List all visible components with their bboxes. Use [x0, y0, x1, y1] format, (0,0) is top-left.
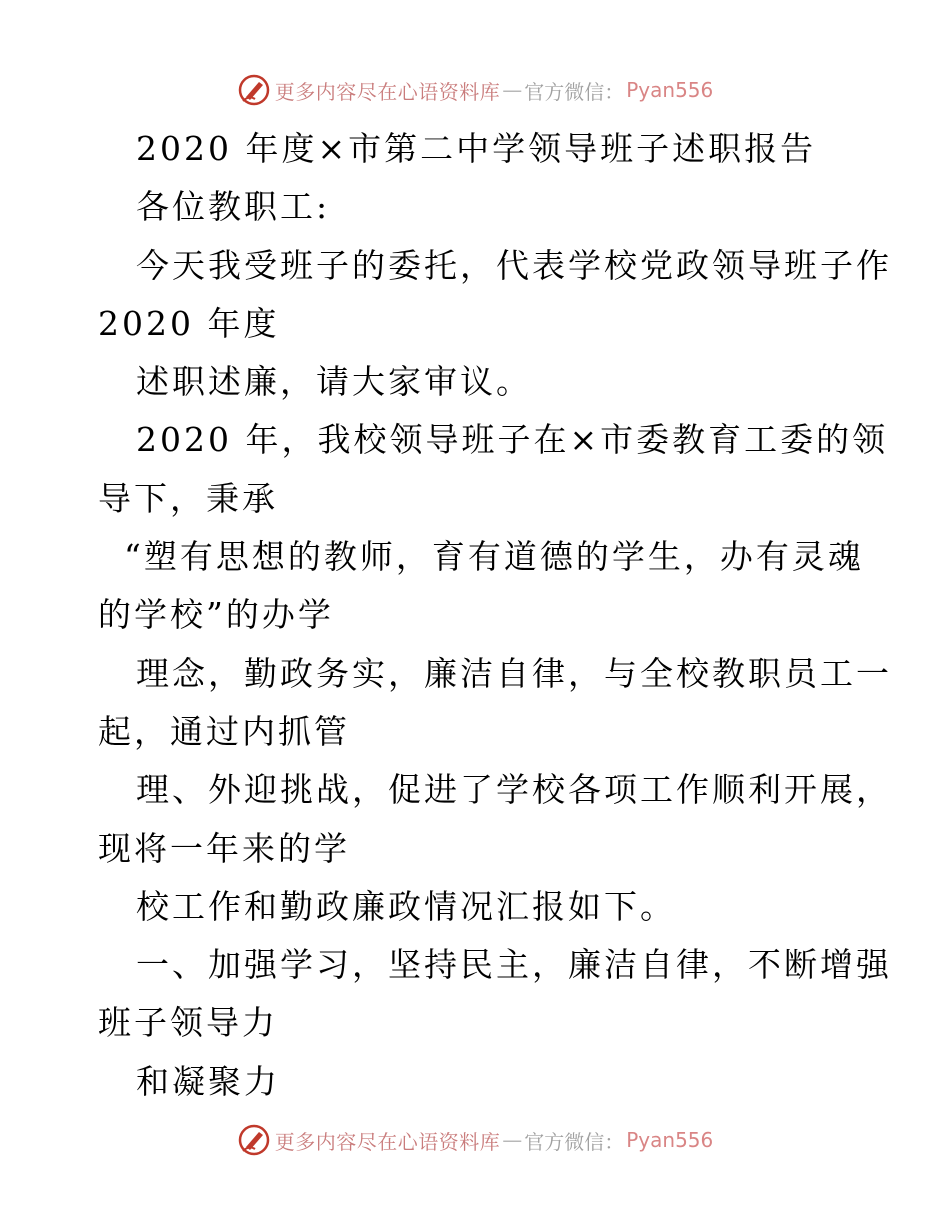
- footer-watermark: [0, 1122, 950, 1158]
- watermark-wechat-label: 官方微信：: [524, 79, 625, 104]
- paragraph-line: 和凝聚力: [136, 1061, 280, 1101]
- paragraph-line: 今天我受班子的委托，代表学校党政领导班子作: [136, 245, 892, 285]
- paragraph-line: 各位教职工:: [136, 187, 331, 227]
- paragraph-line: 的学校”的办学: [98, 595, 334, 635]
- paragraph-line: 现将一年来的学: [98, 828, 350, 868]
- paragraph-line: “塑有思想的教师，育有道德的学生，办有灵魂: [124, 537, 864, 577]
- pen-logo-icon: [237, 73, 271, 107]
- watermark-site-text: 更多内容尽在心语资料库: [274, 1129, 501, 1154]
- paragraph-line: 2020 年度: [98, 303, 280, 343]
- document-body: [98, 120, 892, 1111]
- paragraph-line: 理、外迎挑战，促进了学校各项工作顺利开展，: [136, 770, 892, 810]
- paragraph-line: 述职述廉，请大家审议。: [136, 362, 532, 402]
- document-title: 2020 年度×市第二中学领导班子述职报告: [136, 129, 817, 168]
- pen-logo-icon: [237, 1123, 271, 1157]
- watermark-site-text: 更多内容尽在心语资料库: [274, 79, 501, 104]
- watermark-wechat-label: 官方微信：: [524, 1129, 625, 1154]
- watermark-wechat-id: Pyan556: [626, 78, 714, 102]
- paragraph-line: 理念，勤政务实，廉洁自律，与全校教职员工一: [136, 653, 892, 693]
- header-watermark: [0, 72, 950, 108]
- watermark-wechat-id: Pyan556: [626, 1128, 714, 1152]
- paragraph-line: 导下，秉承: [98, 478, 278, 518]
- watermark-dash: —: [502, 1128, 523, 1152]
- paragraph-line: 校工作和勤政廉政情况汇报如下。: [136, 886, 676, 926]
- paragraph-line: 起，通过内抓管: [98, 711, 350, 751]
- paragraph-line: 2020 年，我校领导班子在×市委教育工委的领: [136, 420, 889, 460]
- watermark-dash: —: [502, 78, 523, 102]
- paragraph-line: 班子领导力: [98, 1003, 278, 1043]
- paragraph-line: 一、加强学习，坚持民主，廉洁自律，不断增强: [136, 945, 892, 985]
